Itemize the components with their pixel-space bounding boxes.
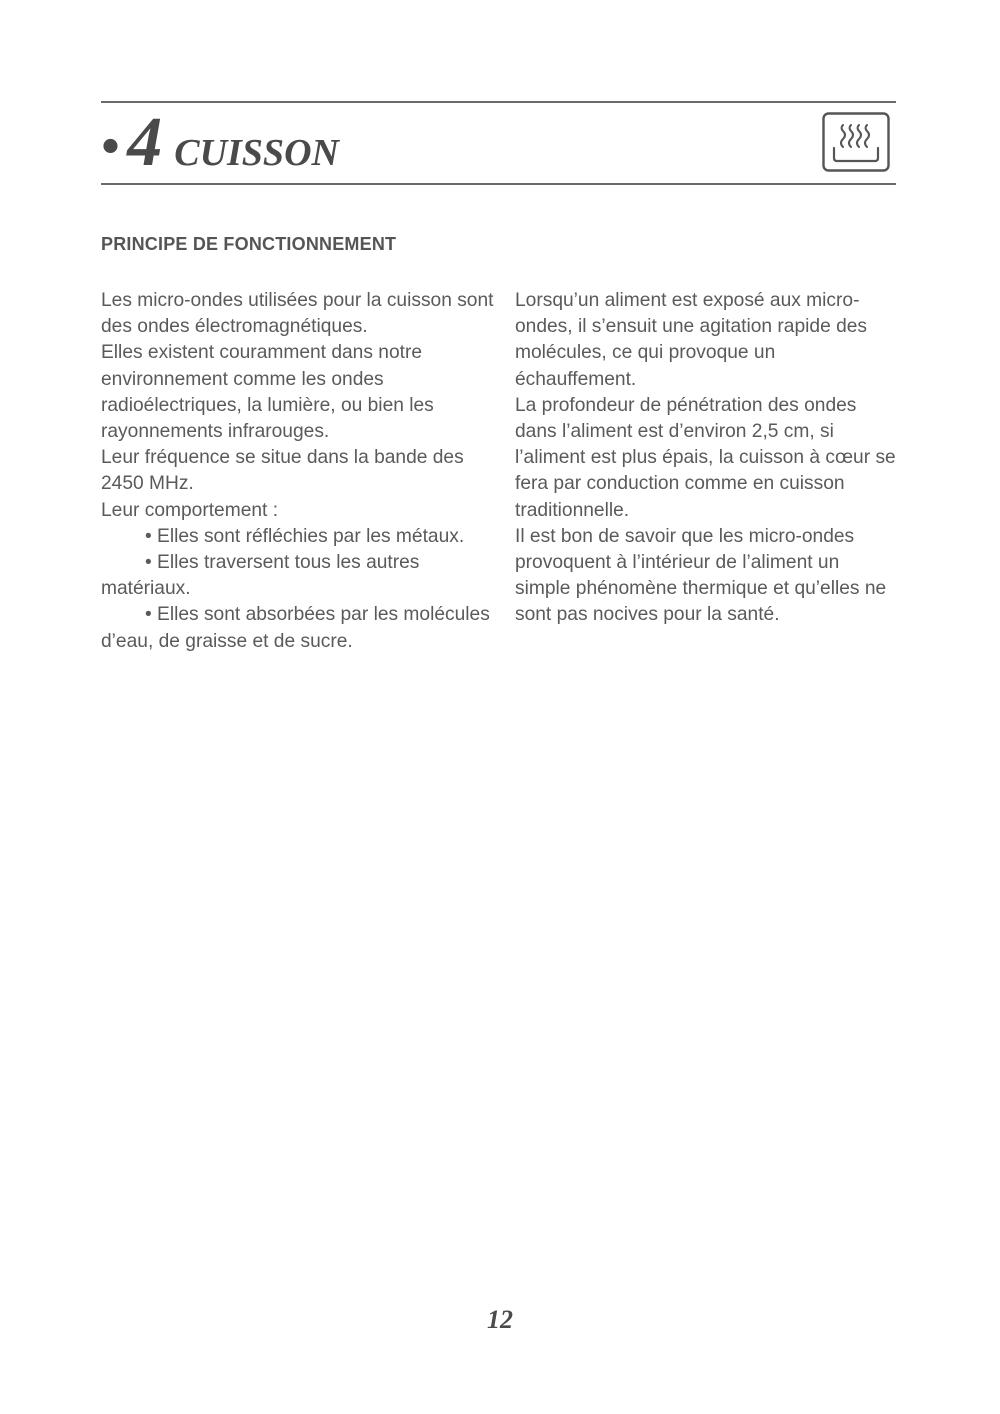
- right-column: [515, 288, 900, 629]
- header-bottom-rule: [101, 183, 896, 185]
- chapter-number: 4: [127, 104, 163, 181]
- paragraph: Leur fréquence se situe dans la bande des 2450 MHz.: [101, 447, 464, 495]
- page-number: 12: [487, 1305, 513, 1334]
- header-top-rule: [101, 101, 896, 103]
- left-column: [101, 288, 496, 655]
- paragraph: Elles existent couramment dans notre environnement comme les ondes radioélectriques, la lumière, ou bien les rayonnements infrarouges.: [101, 342, 434, 443]
- chapter-heading: [101, 104, 339, 182]
- paragraph: Il est bon de savoir que les micro-ondes provoquent à l’intérieur de l’aliment un simple phénomène thermique et qu’elles ne sont pas nocives pour la santé.: [515, 525, 887, 626]
- paragraph: La profondeur de pénétration des ondes dans l’aliment est d’environ 2,5 cm, si l’aliment est plus épais, la cuisson à cœur se fera par conduction comme en cuisson traditionnelle.: [515, 394, 896, 521]
- section-heading: PRINCIPE DE FONCTIONNEMENT: [101, 234, 397, 254]
- list-item: • Elles sont réfléchies par les métaux.: [145, 525, 465, 547]
- list-item: • Elles traversent tous les autres matériaux.: [101, 552, 420, 600]
- paragraph: Les micro-ondes utilisées pour la cuisson sont des ondes électromagnétiques.: [101, 290, 494, 338]
- chapter-title: CUISSON: [174, 132, 339, 174]
- chapter-bullet: •: [101, 118, 120, 175]
- steaming-dish-icon: [822, 112, 890, 172]
- paragraph: Lorsqu’un aliment est exposé aux micro-ondes, il s’ensuit une agitation rapide des molécules, ce qui provoque un échauffement.: [515, 290, 868, 390]
- list-item: • Elles sont absorbées par les molécules d’eau, de graisse et de sucre.: [101, 604, 490, 652]
- paragraph: Leur comportement :: [101, 499, 279, 521]
